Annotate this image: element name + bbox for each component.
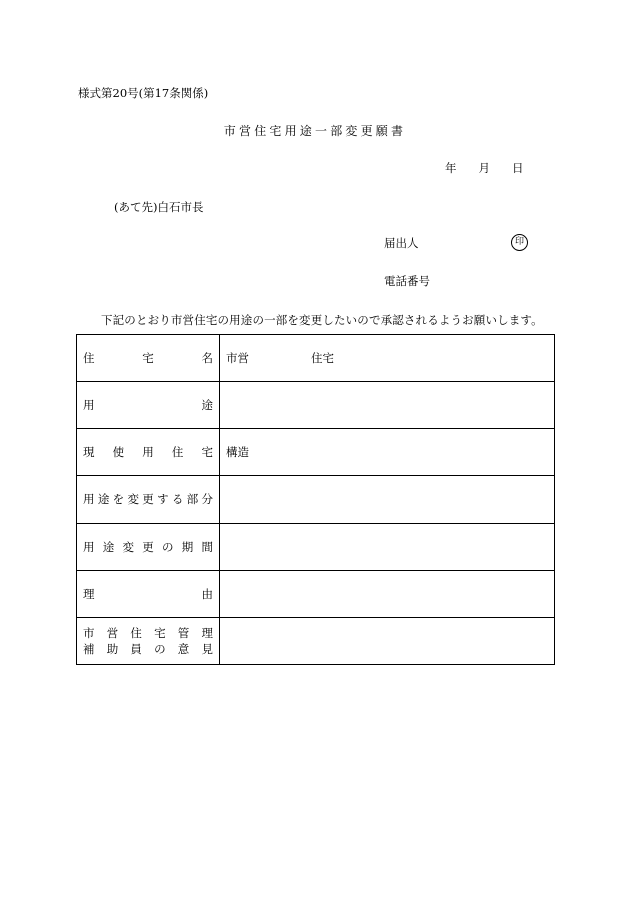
label-char: 変	[122, 539, 134, 554]
label-char: 助	[106, 641, 119, 656]
row-label	[77, 523, 220, 570]
row-value-field[interactable]	[220, 570, 555, 617]
label-char: 意	[177, 641, 190, 656]
label-char: 期	[181, 539, 194, 554]
row-label	[77, 335, 220, 382]
label-char: 途	[97, 492, 110, 507]
label-char: 間	[201, 539, 213, 554]
label-char: 現	[83, 445, 95, 460]
row-label	[77, 429, 220, 476]
table-row	[77, 617, 555, 664]
label-char: 変	[127, 492, 139, 507]
addressee: (あて先)白石市長	[114, 200, 204, 214]
label-char: す	[157, 492, 169, 507]
row-value-field[interactable]	[220, 476, 555, 523]
value-text: 住宅	[311, 351, 334, 366]
label-char: 部	[186, 492, 199, 507]
label-char: 宅	[201, 445, 213, 460]
label-char: 市	[83, 625, 95, 640]
table-row	[77, 476, 555, 523]
label-char: の	[154, 641, 166, 656]
date-line	[445, 160, 524, 176]
label-char: 営	[106, 625, 119, 640]
date-year: 年	[445, 161, 457, 175]
value-text: 構造	[226, 445, 249, 460]
row-value-field[interactable]	[220, 523, 555, 570]
row-value-field[interactable]	[220, 429, 555, 476]
label-char: 用	[142, 445, 154, 460]
phone-label: 電話番号	[384, 274, 430, 288]
label-char: 途	[201, 398, 213, 413]
label-char: 分	[201, 492, 213, 507]
date-day: 日	[512, 161, 524, 175]
row-label	[77, 617, 220, 664]
table-row	[77, 523, 555, 570]
label-char: 名	[201, 351, 213, 366]
intro-text: 下記のとおり市営住宅の用途の一部を変更したいので承認されるようお願いします。	[101, 313, 543, 327]
table-row	[77, 570, 555, 617]
label-char: を	[112, 492, 125, 507]
label-char: る	[171, 492, 184, 507]
row-label	[77, 570, 220, 617]
label-char: 更	[142, 539, 154, 554]
label-char: 住	[83, 351, 95, 366]
table-row	[77, 335, 555, 382]
row-value-field[interactable]	[220, 335, 555, 382]
application-form-table	[76, 334, 555, 665]
label-char: 宅	[154, 625, 166, 640]
date-month: 月	[478, 161, 490, 175]
label-char: 由	[201, 586, 213, 601]
label-char: 理	[83, 586, 95, 601]
row-label	[77, 382, 220, 429]
row-value-field[interactable]	[220, 617, 555, 664]
label-char: 補	[83, 641, 95, 656]
label-char: 途	[102, 539, 115, 554]
label-char: 宅	[142, 351, 154, 366]
label-char: 住	[130, 625, 142, 640]
applicant-label: 届出人	[384, 236, 419, 250]
label-char: 理	[201, 625, 213, 640]
label-char: 員	[130, 641, 142, 656]
table-row	[77, 382, 555, 429]
label-char: 住	[171, 445, 184, 460]
label-char: 管	[177, 625, 190, 640]
form-number: 様式第20号(第17条関係)	[78, 86, 209, 100]
document-title: 市営住宅用途一部変更願書	[223, 124, 407, 138]
row-label	[77, 476, 220, 523]
row-value-field[interactable]	[220, 382, 555, 429]
label-char: の	[162, 539, 174, 554]
label-char: 用	[83, 398, 95, 413]
label-char: 用	[83, 492, 95, 507]
label-char: 使	[112, 445, 125, 460]
table-row	[77, 429, 555, 476]
label-char: 更	[142, 492, 154, 507]
seal-mark: 印	[511, 234, 528, 251]
label-char: 用	[83, 539, 95, 554]
label-char: 見	[201, 641, 213, 656]
value-text: 市営	[226, 351, 249, 366]
